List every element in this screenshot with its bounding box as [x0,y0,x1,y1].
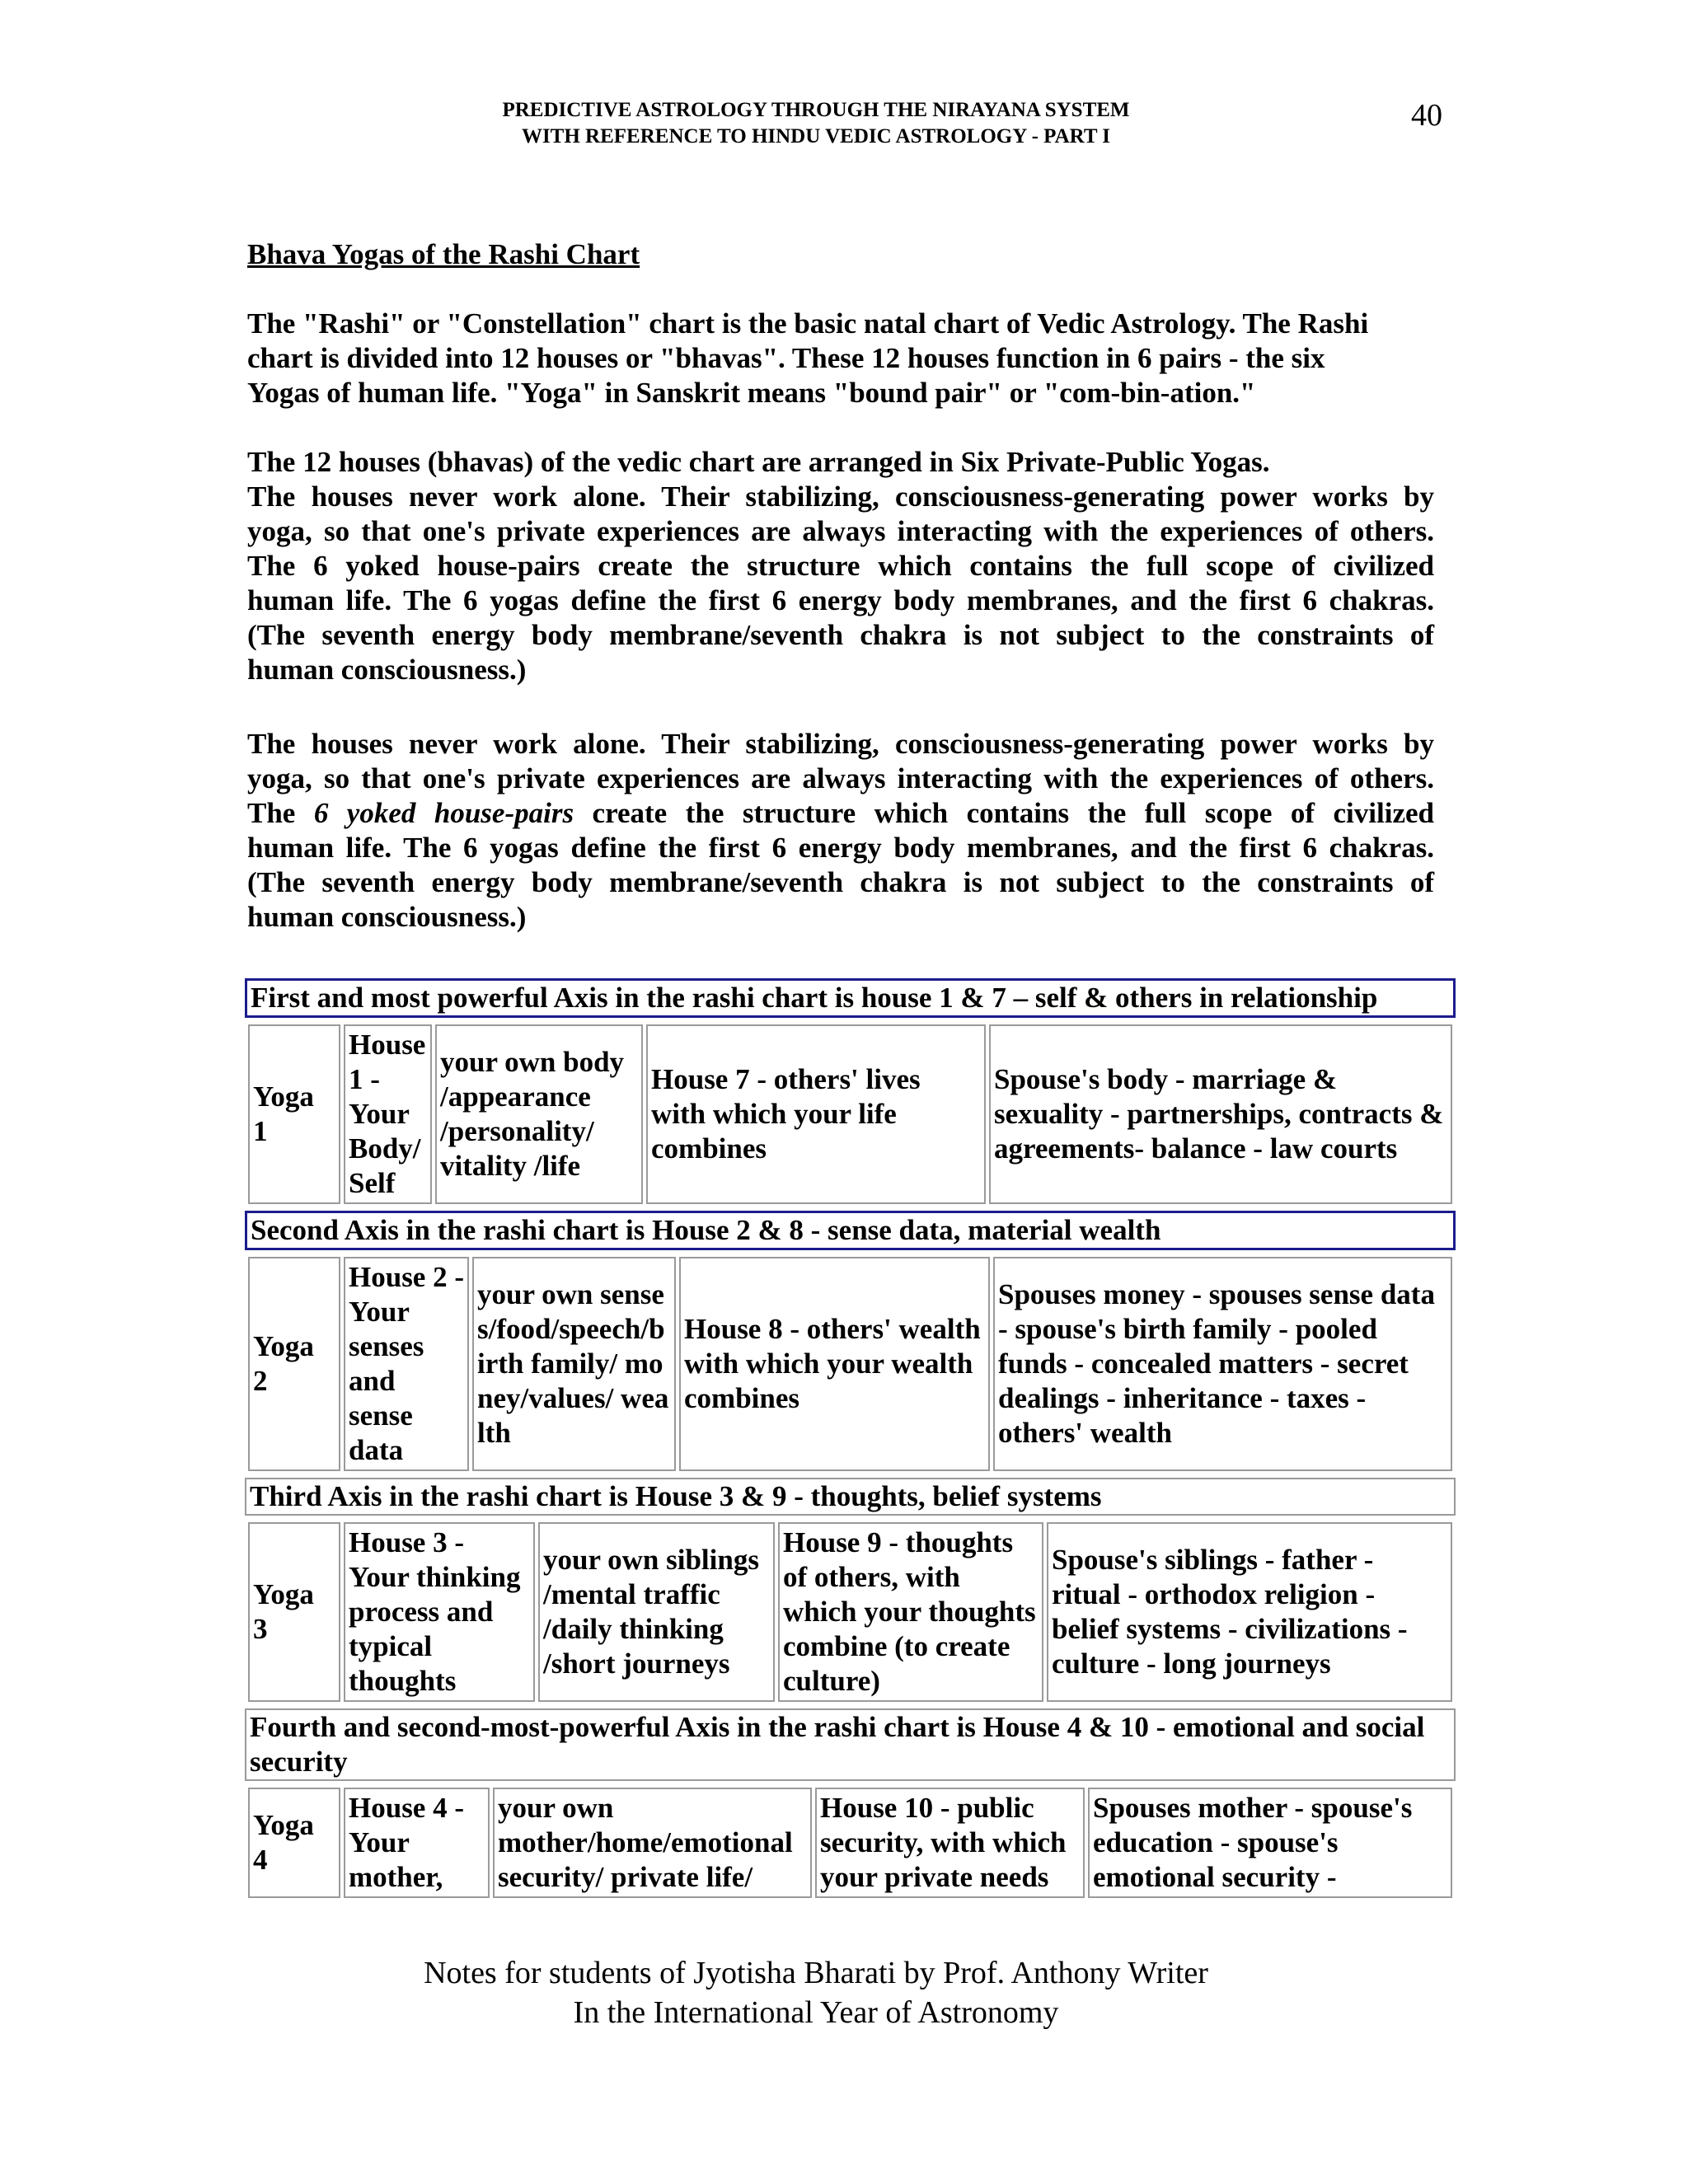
axis-title-1: First and most powerful Axis in the rashi chart is house 1 & 7 – self & others in relationship [245,978,1456,1018]
house-cell: House 1 - Your Body/ Self [344,1024,432,1204]
yoked-line-1: The houses never work alone. Their stabilizing, consciousness-generating power works by [247,728,1434,760]
footer-line-1: Notes for students of Jyotisha Bharati by Prof. Anthony Writer [424,1956,1208,1990]
other-house-cell: House 9 - thoughts of others, with which your thoughts combine (to create culture) [778,1522,1043,1702]
own-cell: your own senses/food/speech/birth family/ money/values/ wealth [472,1257,676,1471]
own-cell: your own siblings /mental traffic /daily thinking /short journeys [538,1522,775,1702]
yoga-label: Yoga 1 [248,1024,340,1204]
page-number: 40 [1411,98,1442,133]
bhava-yoga-table [241,975,1459,1905]
other-house-cell: House 10 - public security, with which your private needs [815,1788,1085,1898]
axis-title-4: Fourth and second-most-powerful Axis in the rashi chart is House 4 & 10 - emotional and social security [245,1708,1456,1781]
yoked-line-6: human consciousness.) [247,901,527,933]
section-heading: Bhava Yogas of the Rashi Chart [247,238,640,270]
yoked-line-3-end: create the structure which contains the full scope of civilized [574,797,1434,829]
header-line-1: PREDICTIVE ASTROLOGY THROUGH THE NIRAYANA SYSTEM [502,99,1130,121]
spouse-cell: Spouse's body - marriage & sexuality - partnerships, contracts & agreements- balance - law courts [989,1024,1452,1204]
yoga-row-2 [245,1254,1456,1474]
own-cell: your own body /appearance /personality/ vitality /life [435,1024,643,1204]
yoked-line-3-start: The [247,797,314,829]
other-house-cell: House 8 - others' wealth with which your wealth combines [679,1257,990,1471]
yoga-label: Yoga 4 [248,1788,340,1898]
intro-line-1: The "Rashi" or "Constellation" chart is the basic natal chart of Vedic Astrology. The Rashi [247,307,1369,340]
houses-intro-line: The 12 houses (bhavas) of the vedic chart are arranged in Six Private-Public Yogas. [247,446,1270,478]
houses-line-3: The 6 yoked house-pairs create the structure which contains the full scope of civilized [247,550,1434,582]
yoked-line-4: human life. The 6 yogas define the first 6 energy body membranes, and the first 6 chakras. [247,832,1434,864]
houses-line-1: The houses never work alone. Their stabilizing, consciousness-generating power works by [247,480,1434,513]
houses-line-2: yoga, so that one's private experiences are always interacting with the experiences of others. [247,515,1434,547]
yoked-line-2: yoga, so that one's private experiences are always interacting with the experiences of others. [247,762,1434,794]
houses-paragraph [247,445,1434,687]
house-cell: House 3 - Your thinking process and typical thoughts [344,1522,535,1702]
spouse-cell: Spouses mother - spouse's education - spouse's emotional security - [1088,1788,1452,1898]
house-cell: House 4 - Your mother, [344,1788,490,1898]
own-cell: your own mother/home/emotional security/ private life/ [493,1788,812,1898]
other-house-cell: House 7 - others' lives with which your life combines [646,1024,986,1204]
header-line-2: WITH REFERENCE TO HINDU VEDIC ASTROLOGY - PART I [521,125,1111,148]
yoked-house-pairs-emphasis: 6 yoked house-pairs [313,797,574,829]
yoga-row-3 [245,1519,1456,1705]
houses-line-6: human consciousness.) [247,654,527,686]
intro-line-2: chart is divided into 12 houses or "bhavas". These 12 houses function in 6 pairs - the six [247,342,1325,374]
spouse-cell: Spouse's siblings - father - ritual - orthodox religion - belief systems - civilizations - culture - long journeys [1047,1522,1452,1702]
yoked-paragraph [247,727,1434,935]
footer-line-2: In the International Year of Astronomy [573,1995,1059,2030]
yoga-row-1 [245,1021,1456,1207]
intro-paragraph [247,307,1434,410]
yoga-row-4 [245,1784,1456,1901]
yoked-line-3 [247,796,1434,831]
spouse-cell: Spouses money - spouses sense data - spouse's birth family - pooled funds - concealed matters - secret dealings - inheritance - taxes - others' wealth [993,1257,1452,1471]
intro-line-3: Yogas of human life. "Yoga" in Sanskrit means "bound pair" or "com-bin-ation." [247,377,1256,409]
yoked-line-5: (The seventh energy body membrane/seventh chakra is not subject to the constraints of [247,866,1434,898]
yoga-label: Yoga 3 [248,1522,340,1702]
house-cell: House 2 - Your senses and sense data [344,1257,469,1471]
axis-title-2: Second Axis in the rashi chart is House 2 & 8 - sense data, material wealth [245,1211,1456,1250]
running-header [313,97,1319,150]
houses-line-4: human life. The 6 yogas define the first 6 energy body membranes, and the first 6 chakras. [247,584,1434,616]
yoga-label: Yoga 2 [248,1257,340,1471]
page-footer [247,1953,1385,2032]
axis-title-3: Third Axis in the rashi chart is House 3 & 9 - thoughts, belief systems [245,1478,1456,1516]
houses-line-5: (The seventh energy body membrane/seventh chakra is not subject to the constraints of [247,619,1434,651]
